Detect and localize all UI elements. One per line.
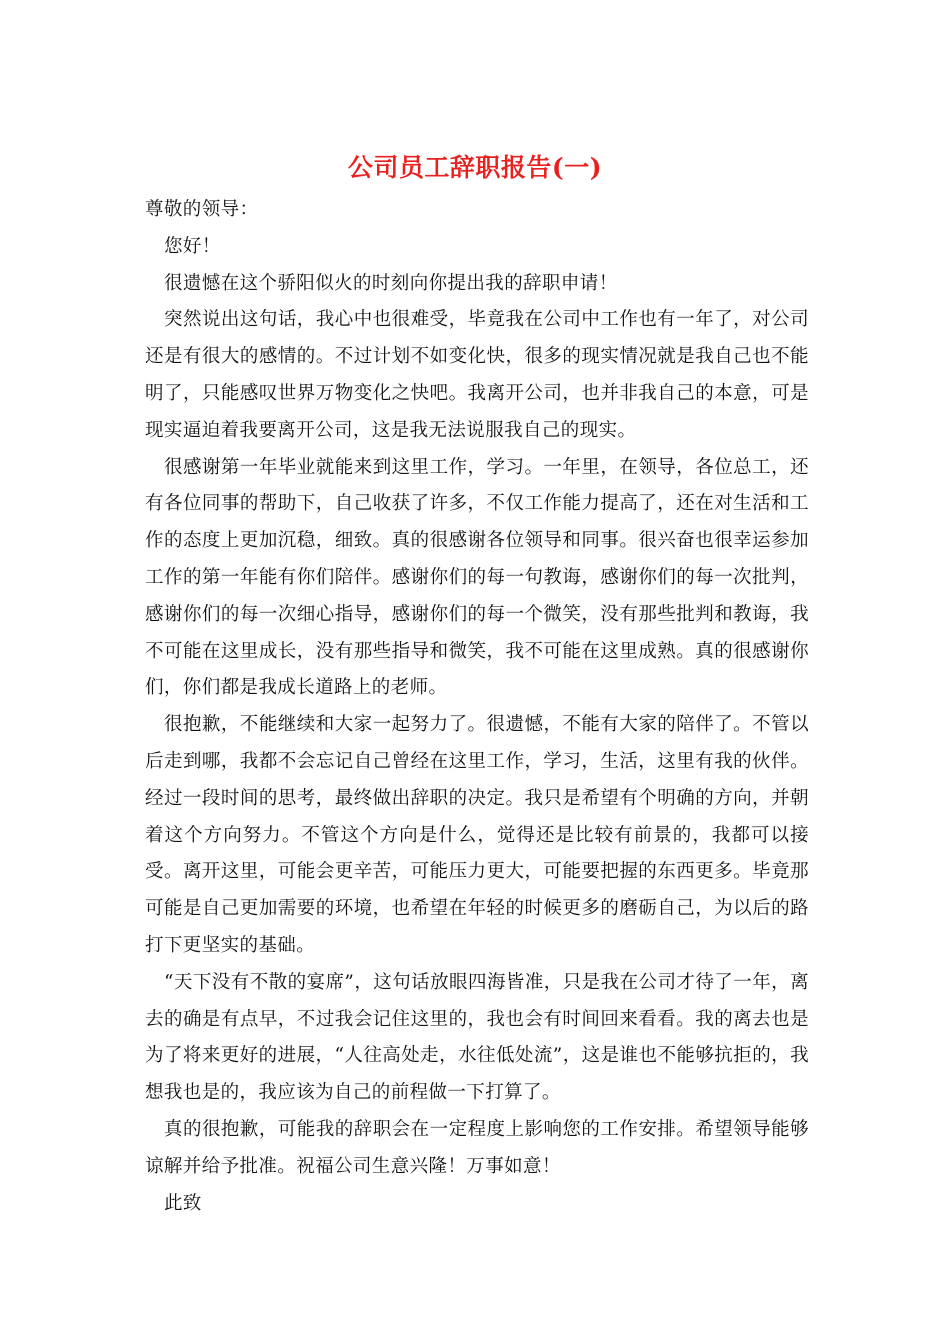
- closing: 此致: [164, 1192, 202, 1214]
- salutation: 尊敬的领导：: [145, 199, 259, 220]
- paragraph-2: 突然说出这句话，我心中也很难受，毕竟我在公司中工作也有一年了，对公司还是有很大的感情的。不过计划不如变化快，很多的现实情况就是我自己也不能明了，只能感叹世界万物变化之快吧。我离开公司，也并非我自己的本意，可是现实逼迫着我要离开公司，这是我无法说服我自己的现实。: [145, 309, 809, 441]
- paragraph-1: 很遗憾在这个骄阳似火的时刻向你提出我的辞职申请！: [164, 272, 618, 294]
- document-body: [145, 192, 809, 1222]
- greeting: 您好！: [164, 235, 221, 257]
- paragraph-5: “天下没有不散的宴席”，这句话放眼四海皆准，只是我在公司才待了一年，离去的确是有点早，不过我会记住这里的，我也会有时间回来看看。我的离去也是为了将来更好的进展，“人往高处走，水往低处流”，这是谁也不能够抗拒的，我想我也是的，我应该为自己的前程做一下打算了。: [145, 971, 809, 1104]
- paragraph-4: 很抱歉，不能继续和大家一起努力了。很遗憾，不能有大家的陪伴了。不管以后走到哪，我都不会忘记自己曾经在这里工作，学习，生活，这里有我的伙伴。经过一段时间的思考，最终做出辞职的决定。我只是希望有个明确的方向，并朝着这个方向努力。不管这个方向是什么，觉得还是比较有前景的，我都可以接受。离开这里，可能会更辛苦，可能压力更大，可能要把握的东西更多。毕竟那可能是自己更加需要的环境，也希望在年轻的时候更多的磨砺自己，为以后的路打下更坚实的基础。: [145, 714, 809, 956]
- paragraph-3: 很感谢第一年毕业就能来到这里工作，学习。一年里，在领导，各位总工，还有各位同事的帮助下，自己收获了许多，不仅工作能力提高了，还在对生活和工作的态度上更加沉稳，细致。真的很感谢各位领导和同事。很兴奋也很幸运参加工作的第一年能有你们陪伴。感谢你们的每一句教诲，感谢你们的每一次批判，感谢你们的每一次细心指导，感谢你们的每一个微笑，没有那些批判和教诲，我不可能在这里成长，没有那些指导和微笑，我不可能在这里成熟。真的很感谢你们，你们都是我成长道路上的老师。: [145, 456, 809, 699]
- paragraph-6: 真的很抱歉，可能我的辞职会在一定程度上影响您的工作安排。希望领导能够谅解并给予批准。祝福公司生意兴隆！万事如意！: [145, 1118, 809, 1177]
- document-title: 公司员工辞职报告(一): [347, 153, 603, 182]
